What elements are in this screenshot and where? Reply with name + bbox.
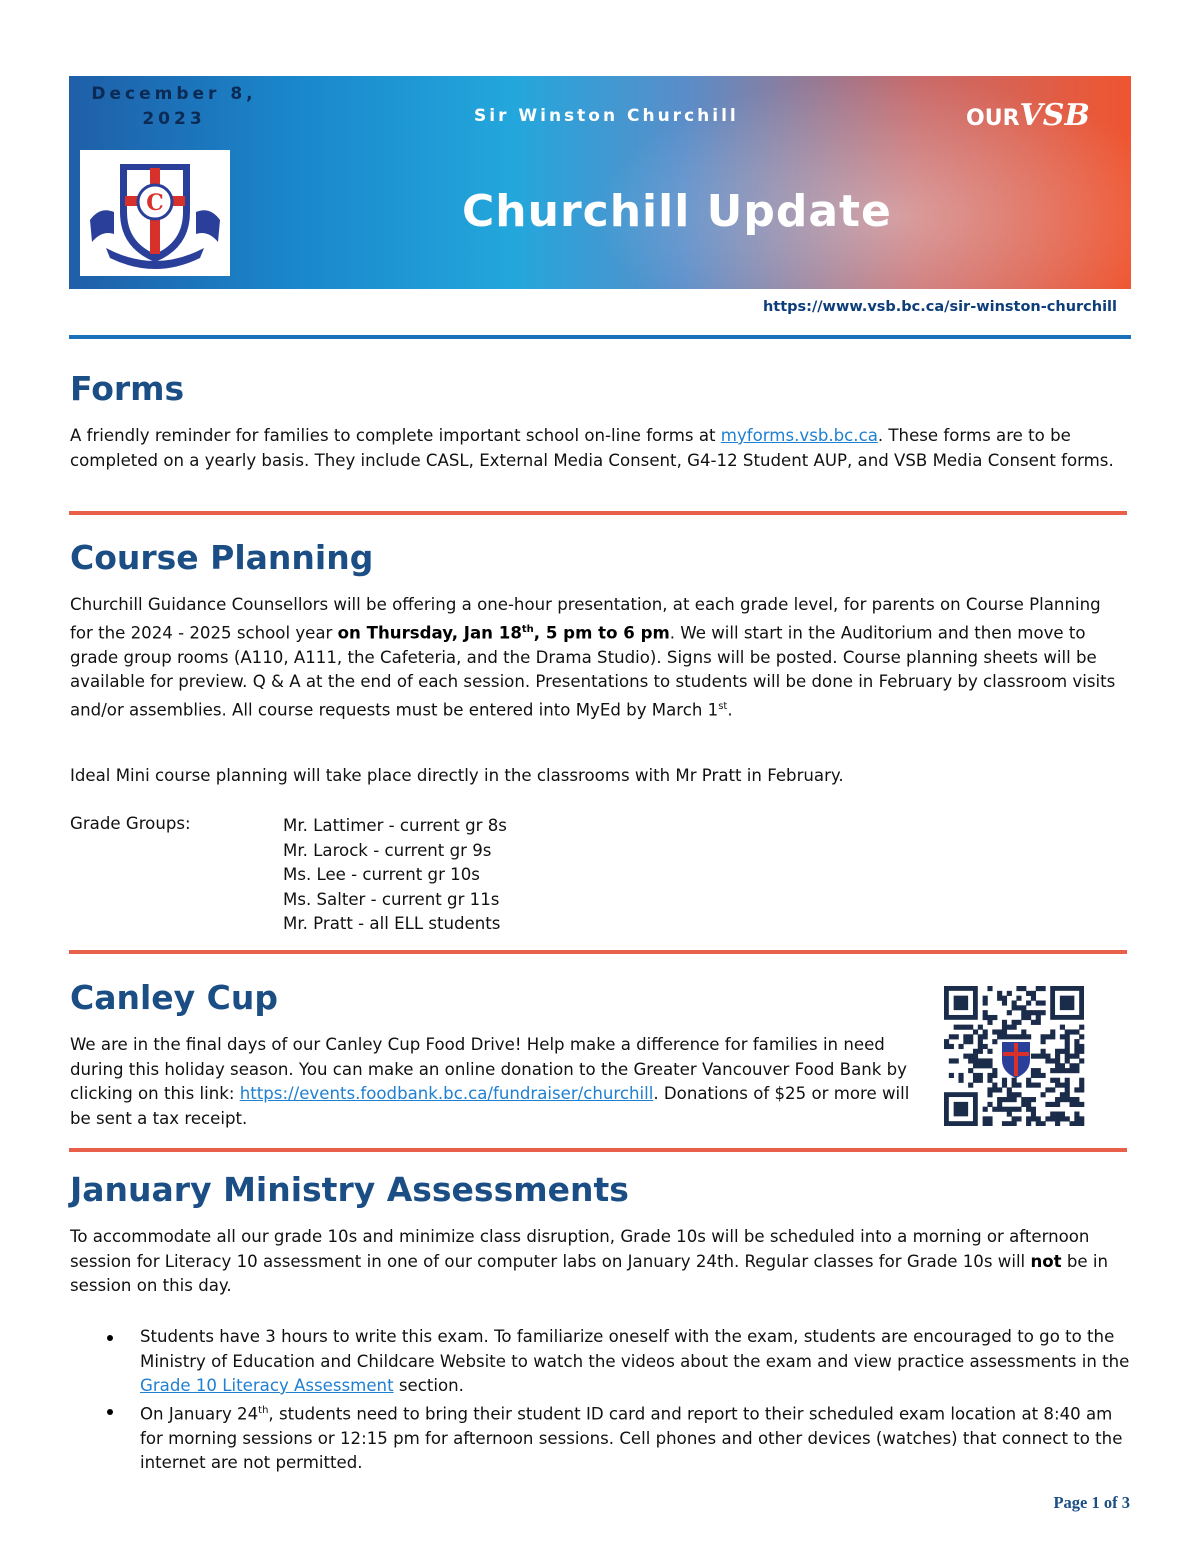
assessments-intro: To accommodate all our grade 10s and minimize class disruption, Grade 10s will be scheduled into a morning or afternoon session for Literacy 10 assessment in one of our computer labs on January 24th. Regular classes for Grade 10s will not be in session on this day. [70, 1227, 1109, 1295]
school-name: Sir Winston Churchill [474, 106, 739, 126]
bullet-icon [107, 1409, 113, 1415]
myforms-link[interactable]: myforms.vsb.bc.ca [720, 426, 878, 445]
bullet-icon [107, 1335, 113, 1341]
section-divider [69, 1148, 1127, 1152]
literacy-assessment-link[interactable]: Grade 10 Literacy Assessment [140, 1376, 394, 1395]
list-item: Mr. Lattimer - current gr 8s [283, 816, 507, 835]
course-planning-heading: Course Planning [70, 538, 374, 577]
list-item: Mr. Larock - current gr 9s [283, 840, 492, 860]
list-item: Ms. Salter - current gr 11s [283, 889, 500, 909]
canley-cup-heading: Canley Cup [70, 978, 279, 1017]
newsletter-title: Churchill Update [462, 186, 892, 237]
list-item: Students have 3 hours to write this exam. To familiarize oneself with the exam, students are encouraged to go to the Ministry of Education and Childcare Website to watch the videos about the exam and view practice assessments in the Grade 10 Literacy Assessment section. [140, 1325, 1130, 1399]
grade-groups-label: Grade Groups: [70, 814, 191, 833]
assessment-bullets [140, 1325, 1130, 1476]
assessments-heading: January Ministry Assessments [70, 1170, 629, 1209]
qr-code-icon[interactable] [944, 986, 1088, 1126]
section-divider [69, 511, 1127, 515]
foodbank-link[interactable]: https://events.foodbank.bc.ca/fundraiser/churchill [239, 1084, 654, 1103]
list-item: Ms. Lee - current gr 10s [283, 865, 480, 884]
list-item: On January 24th, students need to bring their student ID card and report to their scheduled exam location at 8:40 am for morning sessions or 12:15 pm for afternoon sessions. Cell phones and other devices (watches) that connect to the internet are not permitted. [140, 1399, 1130, 1476]
page-number: Page 1 of 3 [1053, 1493, 1130, 1512]
school-crest-logo [80, 150, 230, 276]
newsletter-date: December 8, 2023 [91, 84, 257, 129]
vsb-logo: OURVSB [966, 98, 1090, 133]
section-divider [69, 950, 1127, 954]
list-item: Mr. Pratt - all ELL students [283, 914, 501, 933]
school-website-url[interactable]: https://www.vsb.bc.ca/sir-winston-churchill [762, 299, 1117, 315]
mini-course-paragraph: Ideal Mini course planning will take place directly in the classrooms with Mr Pratt in February. [70, 766, 844, 785]
header-banner [69, 76, 1131, 289]
course-planning-paragraph: Churchill Guidance Counsellors will be offering a one-hour presentation, at each grade level, for parents on Course Planning for the 2024 - 2025 school year on Thursday, Jan 18th, 5 pm to 6 pm. We will start in the Auditorium and then move to grade group rooms (A110, A111, the Cafeteria, and the Drama Studio). Signs will be posted. Course planning sheets will be available for preview. Q & A at the end of each session. Presentations to students will be done in February by classroom visits and/or assemblies. All course requests must be entered into MyEd by March 1st. [70, 595, 1116, 720]
canley-cup-paragraph: We are in the final days of our Canley Cup Food Drive! Help make a difference for families in need during this holiday season. You can make an online donation to the Greater Vancouver Food Bank by clicking on this link: https://events.foodbank.bc.ca/fundraiser/churchill. Donations of $25 or more will be sent a tax receipt. [70, 1035, 910, 1128]
forms-heading: Forms [70, 369, 185, 408]
header-divider [69, 335, 1131, 339]
forms-paragraph: A friendly reminder for families to complete important school on-line forms at myforms.vsb.bc.ca. These forms are to be completed on a yearly basis. They include CASL, External Media Consent, G4-12 Student AUP, and VSB Media Consent forms. [70, 426, 1114, 470]
crest-letter: C [146, 190, 164, 216]
grade-groups-list [283, 814, 507, 937]
